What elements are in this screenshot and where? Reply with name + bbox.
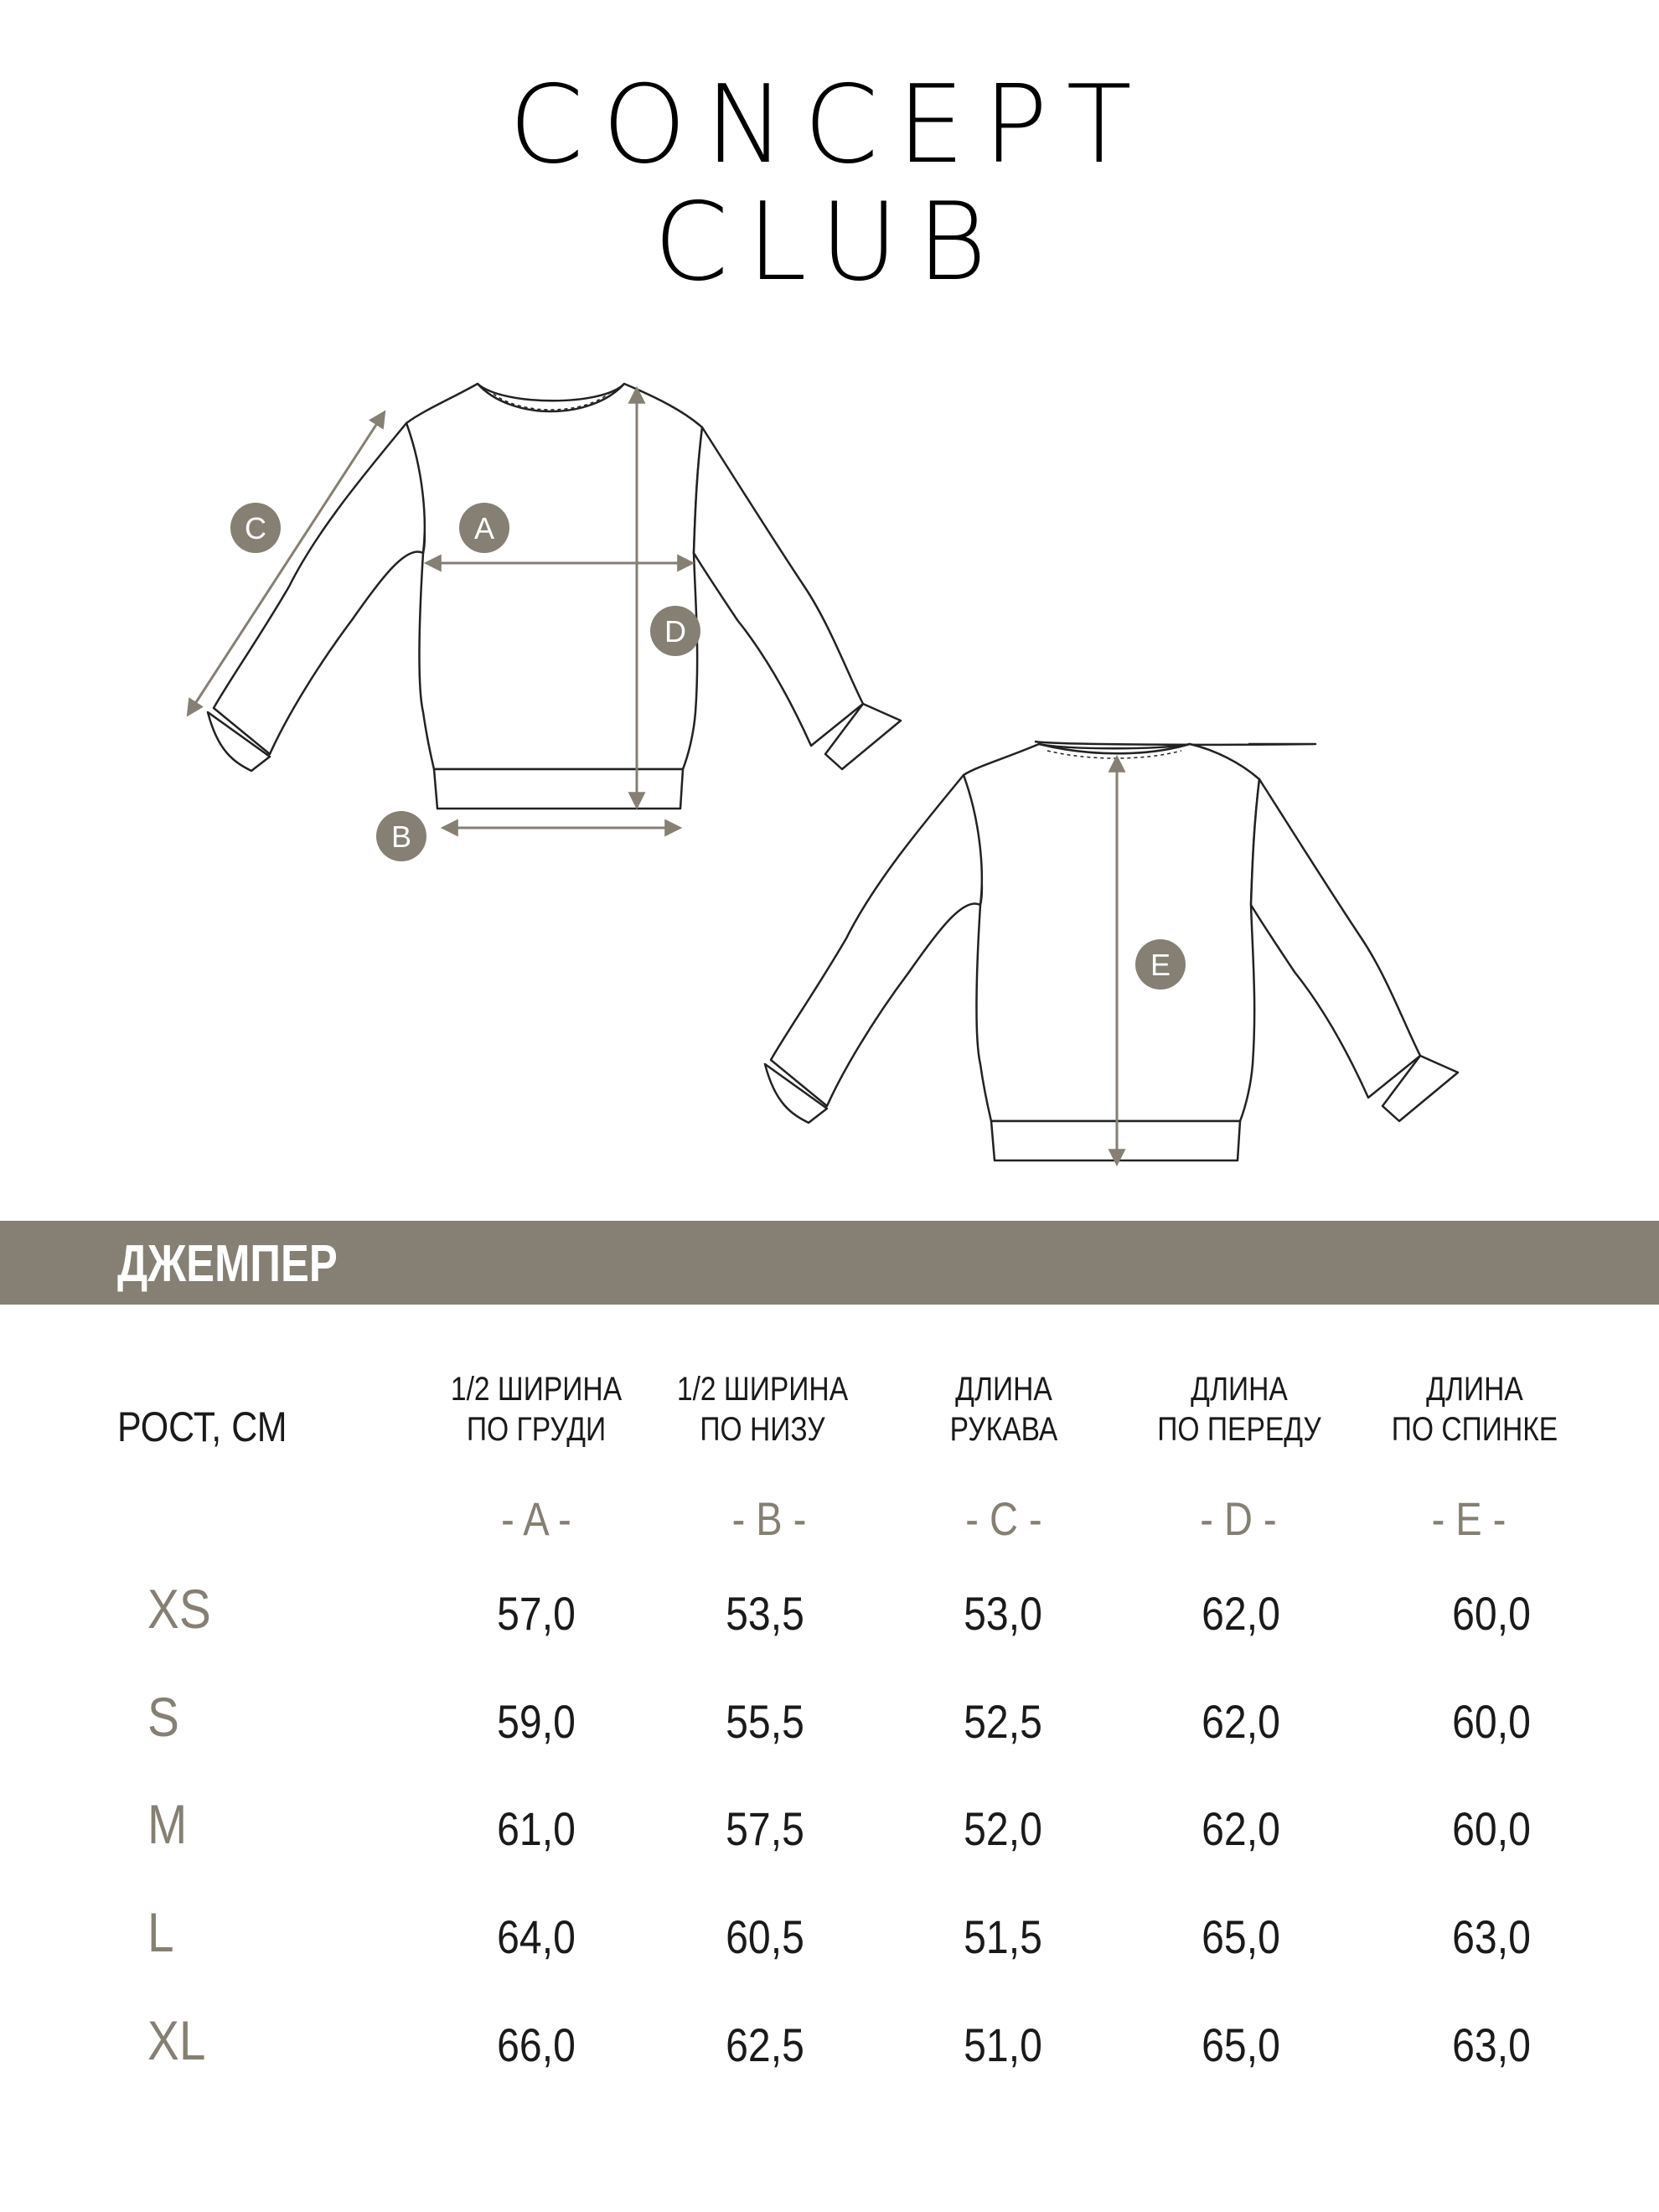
column-letter-a: - A - [501,1492,571,1545]
column-letter-d: - D - [1200,1492,1277,1545]
table-cell: 63,0 [1452,1910,1531,1963]
label-a-text: A [473,511,495,545]
label-b-text: B [390,819,412,854]
table-cell: 55,5 [726,1695,804,1748]
table-cell: 51,5 [964,1910,1042,1963]
size-label-m: M [147,1793,188,1855]
column-header-line1: ДЛИНА [955,1371,1052,1408]
label-e-text: E [1150,948,1171,982]
column-letter-c: - C - [965,1492,1042,1545]
table-cell: 52,5 [964,1695,1042,1748]
table-cell: 59,0 [497,1695,576,1748]
column-header-line2: РУКАВА [949,1411,1058,1448]
table-cell: 66,0 [497,2018,576,2071]
table-cell: 65,0 [1202,1910,1280,1963]
table-cell: 60,5 [726,1910,804,1963]
table-cell: 51,0 [964,2018,1042,2071]
table-cell: 62,0 [1202,1587,1280,1640]
column-header-b [671,1369,854,1450]
column-letter-b: - B - [731,1492,807,1545]
table-cell: 57,5 [726,1802,804,1855]
table-cell: 60,0 [1452,1695,1531,1748]
column-header-line1: 1/2 ШИРИНА [450,1371,623,1408]
table-cell: 61,0 [497,1802,576,1855]
column-header-d [1145,1369,1335,1450]
table-cell: 53,5 [726,1587,804,1640]
size-label-xs: XS [147,1578,211,1640]
brand-logo-line-1: CONCEPT [509,63,1150,188]
table-cell: 53,0 [964,1587,1042,1640]
column-header-line1: ДЛИНА [1426,1371,1523,1408]
table-cell: 60,0 [1452,1587,1531,1640]
label-d-text: D [664,614,686,649]
size-label-s: S [147,1686,179,1748]
table-cell: 63,0 [1452,2018,1531,2071]
column-header-c [912,1369,1095,1450]
column-header-a [445,1369,628,1450]
table-cell: 57,0 [497,1587,576,1640]
column-header-line2: ПО СПИНКЕ [1391,1411,1558,1448]
table-cell: 62,0 [1202,1695,1280,1748]
row-header: РОСТ, СМ [117,1403,287,1450]
product-title: ДЖЕМПЕР [117,1235,338,1293]
column-header-e [1380,1369,1570,1450]
column-letter-e: - E - [1431,1492,1507,1545]
size-label-l: L [147,1901,174,1963]
table-cell: 62,5 [726,2018,804,2071]
table-cell: 65,0 [1202,2018,1280,2071]
brand-logo-line-2: CLUB [654,180,1005,305]
column-header-line1: 1/2 ШИРИНА [676,1371,849,1408]
column-header-line1: ДЛИНА [1191,1371,1288,1408]
column-header-line2: ПО ГРУДИ [466,1411,607,1448]
column-header-line2: ПО ПЕРЕДУ [1157,1411,1321,1448]
table-cell: 62,0 [1202,1802,1280,1855]
table-cell: 64,0 [497,1910,576,1963]
column-header-line2: ПО НИЗУ [700,1411,825,1448]
size-label-xl: XL [147,2009,206,2071]
table-cell: 60,0 [1452,1802,1531,1855]
table-cell: 52,0 [964,1802,1042,1855]
label-c-text: C [245,511,266,545]
